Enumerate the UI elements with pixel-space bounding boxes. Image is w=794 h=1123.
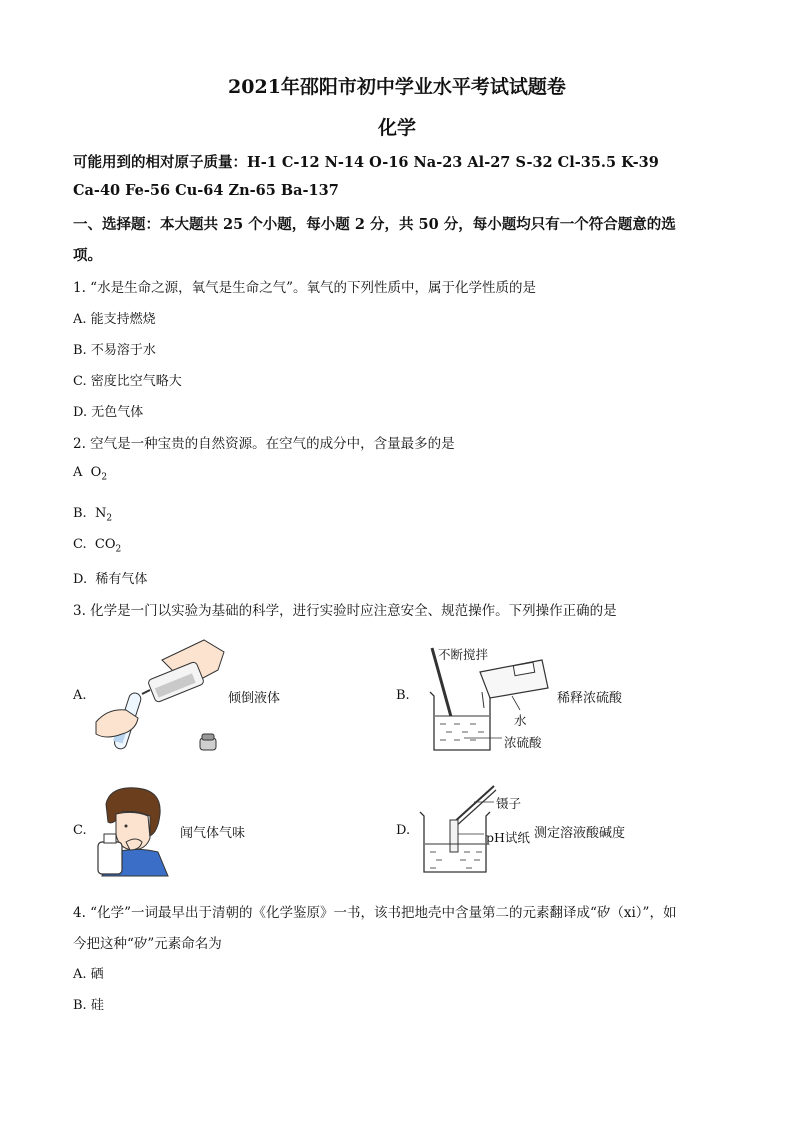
q3-option-c-letter[interactable]: C. bbox=[73, 823, 87, 838]
q2-option-b[interactable] bbox=[73, 506, 112, 524]
q3-option-b-caption: 稀释浓硫酸 bbox=[557, 691, 623, 706]
pouring-liquid-illustration bbox=[92, 630, 232, 756]
label-tweezers: 镊子 bbox=[496, 796, 522, 811]
section-heading-cont: 项。 bbox=[73, 247, 102, 264]
option-text: 稀有气体 bbox=[95, 572, 148, 587]
question-4-stem: 4. “化学”一词最早出于清朝的《化学鉴原》一书，该书把地壳中含量第二的元素翻译成“矽（xi）”，如 bbox=[73, 905, 677, 921]
formula: N bbox=[94, 506, 107, 521]
label-water: 水 bbox=[514, 713, 527, 728]
smelling-gas-illustration bbox=[96, 786, 176, 876]
q3-option-b-letter[interactable]: B. bbox=[396, 688, 410, 703]
question-4-stem-cont: 今把这种“矽”元素命名为 bbox=[73, 936, 222, 952]
q1-option-d[interactable]: D. 无色气体 bbox=[73, 405, 144, 420]
label-conc-sulfuric-acid: 浓硫酸 bbox=[504, 735, 542, 750]
q1-option-a[interactable]: A. 能支持燃烧 bbox=[73, 312, 156, 327]
formula-subscript: 2 bbox=[106, 513, 113, 524]
q1-option-c[interactable]: C. 密度比空气略大 bbox=[73, 374, 182, 389]
q3-option-d-caption: 测定溶液酸碱度 bbox=[534, 826, 626, 841]
q3-option-c-caption: 闻气体气味 bbox=[180, 826, 246, 841]
q3-option-a-caption: 倾倒液体 bbox=[228, 691, 281, 706]
exam-title: 2021年邵阳市初中学业水平考试试题卷 bbox=[228, 76, 566, 98]
q4-option-a[interactable]: A. 硒 bbox=[73, 967, 104, 982]
q3-option-a-letter[interactable]: A. bbox=[73, 688, 87, 703]
subject-title: 化学 bbox=[377, 117, 416, 139]
q2-option-d[interactable] bbox=[73, 568, 147, 587]
option-letter: A bbox=[73, 465, 83, 480]
question-3-stem: 3. 化学是一门以实验为基础的科学，进行实验时应注意安全、规范操作。下列操作正确的是 bbox=[73, 603, 617, 619]
q2-option-a[interactable] bbox=[73, 465, 107, 483]
section-heading: 一、选择题：本大题共 25 个小题，每小题 2 分，共 50 分，每小题均只有一个符合题意的选 bbox=[73, 216, 676, 233]
q3-option-d-letter[interactable]: D. bbox=[396, 823, 411, 838]
question-2-stem: 2. 空气是一种宝贵的自然资源。在空气的成分中，含量最多的是 bbox=[73, 436, 455, 452]
atomic-masses-line2: Ca-40 Fe-56 Cu-64 Zn-65 Ba-137 bbox=[73, 182, 339, 199]
option-letter: C. bbox=[73, 537, 87, 552]
label-ph-paper: pH试纸 bbox=[486, 830, 530, 845]
label-stir: 不断搅拌 bbox=[438, 647, 489, 662]
q1-option-b[interactable]: B. 不易溶于水 bbox=[73, 343, 156, 358]
formula: O bbox=[90, 465, 102, 480]
option-letter: D. bbox=[73, 572, 88, 587]
formula-subscript: 2 bbox=[101, 472, 108, 483]
q2-option-c[interactable] bbox=[73, 537, 121, 555]
option-letter: B. bbox=[73, 506, 87, 521]
question-1-stem: 1. “水是生命之源，氧气是生命之气”。氧气的下列性质中，属于化学性质的是 bbox=[73, 280, 536, 296]
atomic-masses-line1: 可能用到的相对原子质量：H-1 C-12 N-14 O-16 Na-23 Al-27 S-32 Cl-35.5 K-39 bbox=[73, 154, 659, 171]
formula-subscript: 2 bbox=[115, 544, 122, 555]
q4-option-b[interactable]: B. 硅 bbox=[73, 998, 104, 1013]
formula: CO bbox=[94, 537, 116, 552]
